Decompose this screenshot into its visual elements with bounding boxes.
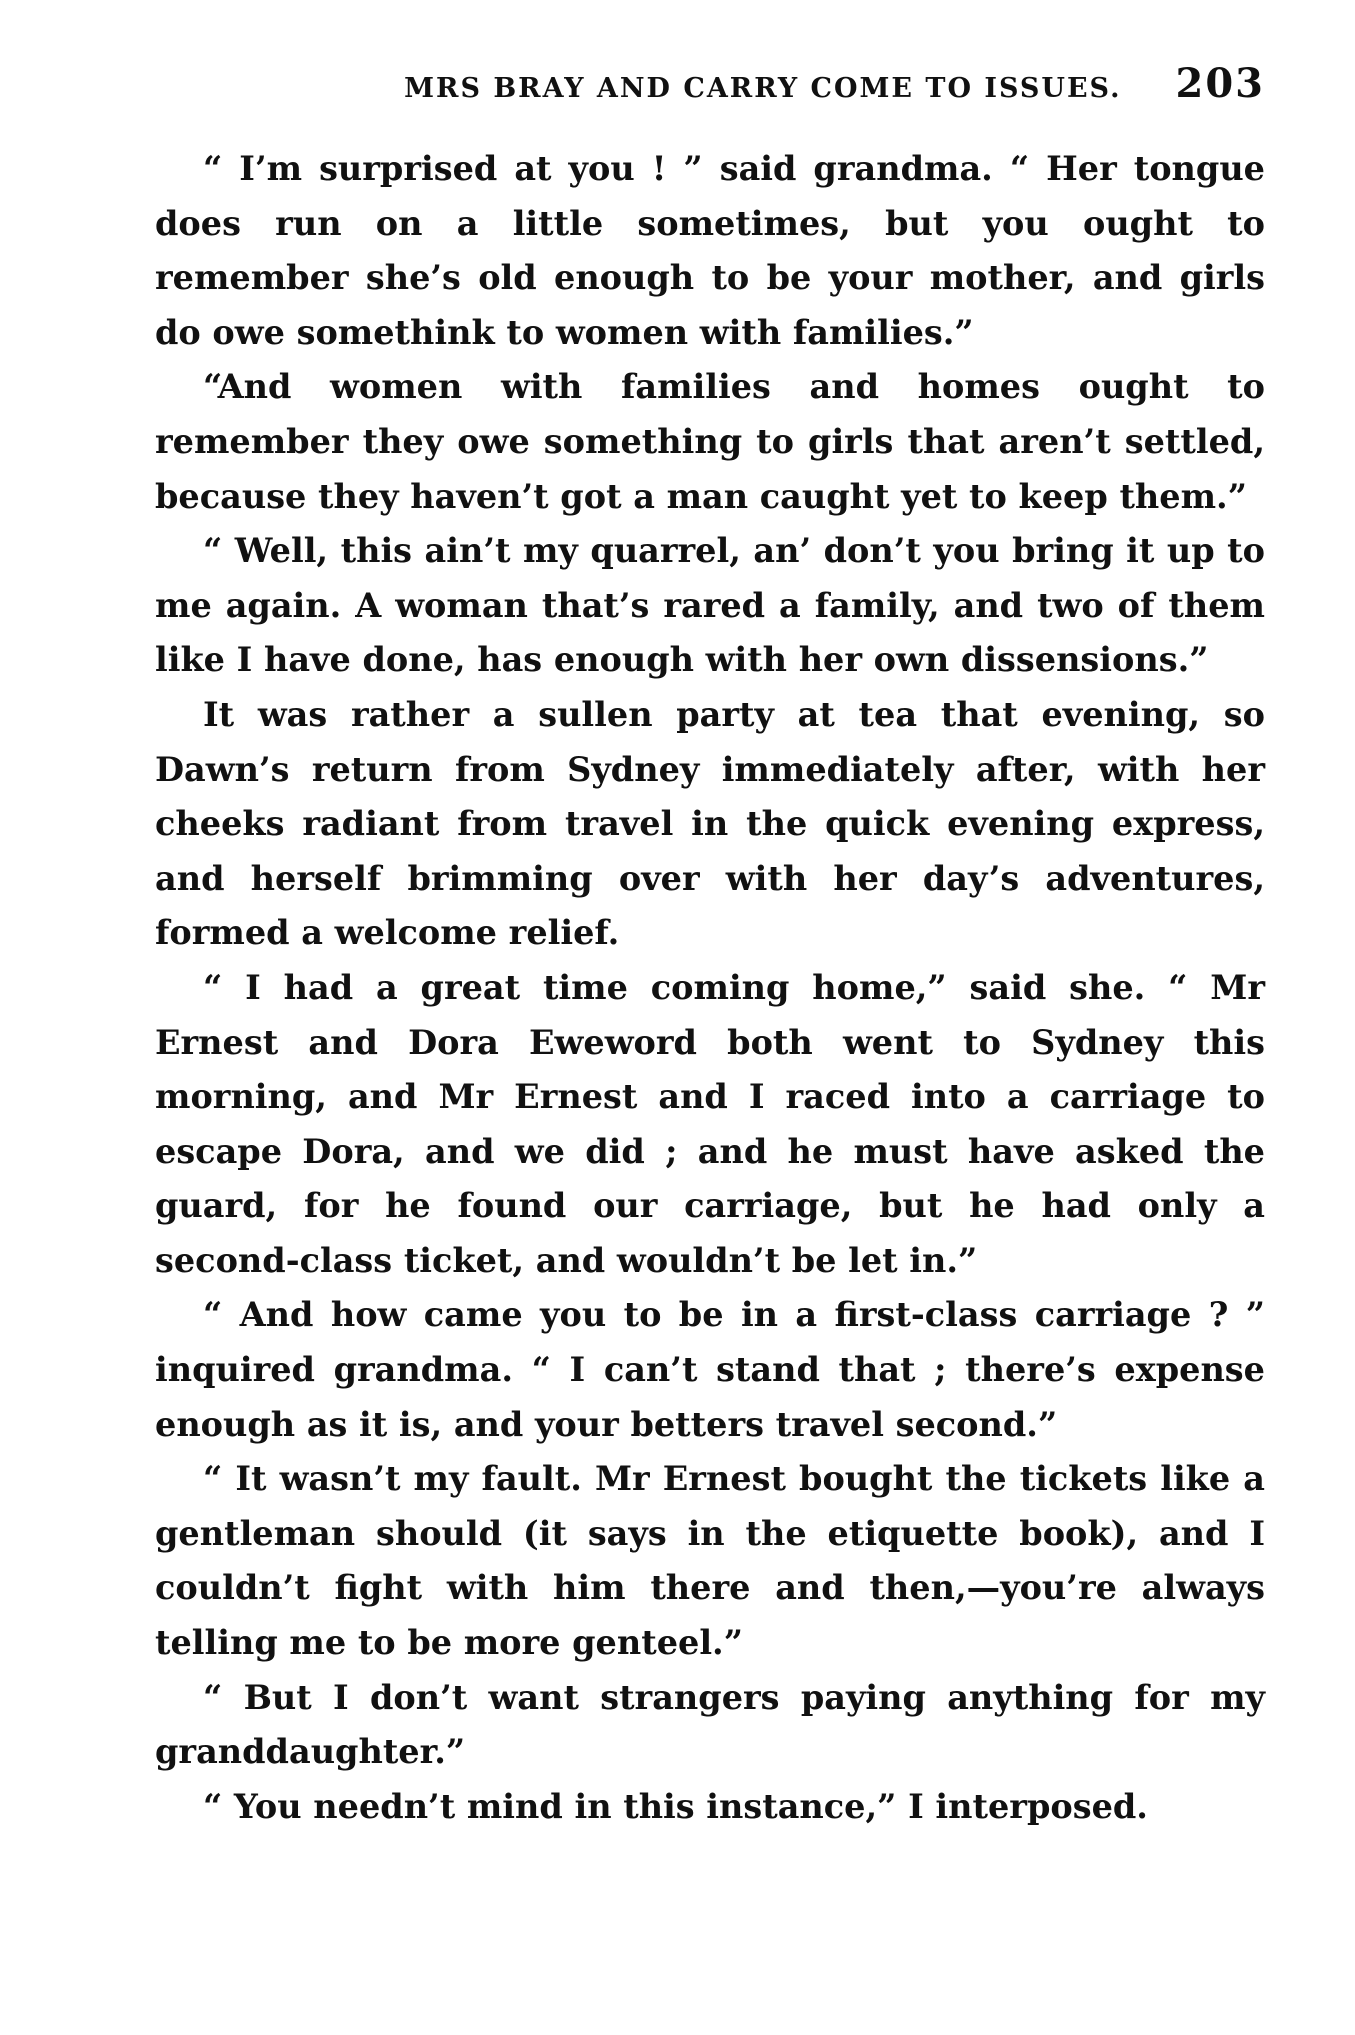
paragraph: “ I’m surprised at you ! ” said grandma. “ Her tongue does run on a little sometimes, but you ought to remember she’s old enough to be your mother, and girls do owe somethink to women with families.” [155, 149, 1265, 352]
page-header [155, 60, 1265, 130]
paragraph: “ You needn’t mind in this instance,” I interposed. [203, 1786, 1148, 1826]
paragraph: “And women with families and homes ought to remember they owe something to girls that aren’t settled, because they haven’t got a man caught yet to keep them.” [155, 367, 1265, 516]
paragraph: “ I had a great time coming home,” said she. “ Mr Ernest and Dora Eweword both went to Sydney this morning, and Mr Ernest and I raced into a carriage to escape Dora, and we did ; and he must have asked the guard, for he found our carriage, but he had only a second-class ticket, and wouldn’t be let in.” [155, 967, 1265, 1280]
paragraph: “ But I don’t want strangers paying anything for my granddaughter.” [155, 1677, 1265, 1772]
paragraph: “ And how came you to be in a first-class carriage ? ” inquired grandma. “ I can’t stand that ; there’s expense enough as it is, and your betters travel second.” [155, 1295, 1265, 1444]
paragraph: “ Well, this ain’t my quarrel, an’ don’t you bring it up to me again. A woman that’s rared a family, and two of them like I have done, has enough with her own dissensions.” [155, 531, 1265, 680]
body-text [155, 142, 1265, 1834]
paragraph: It was rather a sullen party at tea that evening, so Dawn’s return from Sydney immediately after, with her cheeks radiant from travel in the quick evening express, and herself brimming over with her day’s adventures, formed a welcome relief. [155, 694, 1265, 953]
paragraph: “ It wasn’t my fault. Mr Ernest bought the tickets like a gentleman should (it says in the etiquette book), and I couldn’t fight with him there and then,—you’re always telling me to be more genteel.” [155, 1459, 1265, 1663]
running-title: MRS BRAY AND CARRY COME TO ISSUES. [404, 73, 1122, 104]
page-number: 203 [1175, 60, 1265, 107]
book-page [155, 60, 1265, 1834]
